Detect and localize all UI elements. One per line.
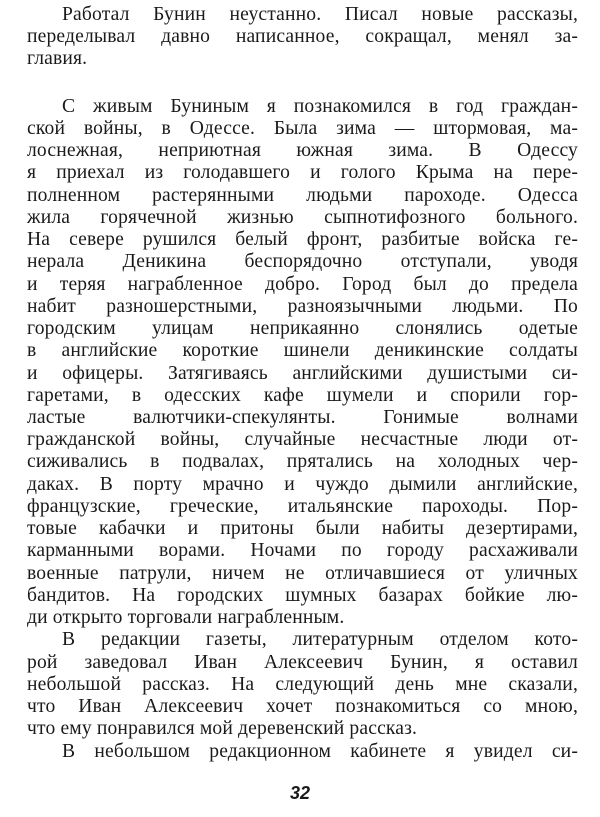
page-body	[27, 4, 578, 763]
text-line: В редакции газеты, литературным отделом кото-	[62, 629, 578, 651]
text-line: полненном растерянными людьми пароходе. Одесса	[27, 184, 578, 206]
text-line: городским улицам неприкаянно слонялись одетые	[27, 318, 578, 340]
text-line: в английские короткие шинели деникинские солдаты	[27, 340, 578, 362]
text-line: жила горячечной жизнью сыпнотифозного больного.	[27, 206, 578, 228]
text-line: рой заведовал Иван Алексеевич Бунин, я оставил	[27, 651, 578, 673]
paragraph-3	[27, 629, 578, 740]
text-line: главия.	[27, 48, 88, 70]
paragraph-4	[27, 741, 578, 763]
text-line: и теряя награбленное добро. Город был до предела	[27, 273, 578, 295]
text-line: даках. В порту мрачно и чуждо дымили английские,	[27, 473, 578, 495]
text-line: ской войны, в Одессе. Была зима — штормовая, ма-	[27, 117, 578, 139]
text-line: французские, греческие, итальянские пароходы. Пор-	[27, 495, 578, 517]
text-line: В небольшом редакционном кабинете я увидел си-	[62, 740, 578, 762]
text-line: что ему понравился мой деревенский рассказ.	[27, 718, 418, 740]
text-line: Работал Бунин неустанно. Писал новые рассказы,	[62, 4, 578, 25]
text-line: ластые валютчики-спекулянты. Гонимые волнами	[27, 406, 578, 428]
text-line: набит разношерстными, разноязычными людьми. По	[27, 295, 578, 317]
text-line: и офицеры. Затягиваясь английскими душистыми си-	[27, 362, 578, 384]
text-line: нерала Деникина беспорядочно отступали, уводя	[27, 251, 578, 273]
text-line: карманными ворами. Ночами по городу расхаживали	[27, 540, 578, 562]
page-number: 32	[289, 783, 311, 803]
paragraph-gap	[27, 71, 578, 96]
text-line: гаретами, в одесских кафе шумели и спорили гор-	[27, 384, 578, 406]
text-line: гражданской войны, случайные несчастные люди от-	[27, 429, 578, 451]
text-line: бандитов. На городских шумных базарах бойкие лю-	[27, 584, 578, 606]
text-line: сиживались в подвалах, прятались на холодных чер-	[27, 451, 578, 473]
paragraph-2	[27, 96, 578, 630]
text-line: лоснежная, неприютная южная зима. В Одессу	[27, 140, 578, 162]
text-line: военные патрули, ничем не отличавшиеся от уличных	[27, 562, 578, 584]
text-line: я приехал из голодавшего и голого Крыма на пере-	[27, 162, 578, 184]
text-line: С живым Буниным я познакомился в год граждан-	[62, 95, 578, 117]
text-line: ди открыто торговали награбленным.	[27, 607, 345, 629]
text-line: На севере рушился белый фронт, разбитые войска ге-	[27, 229, 578, 251]
text-line: небольшой рассказ. На следующий день мне сказали,	[27, 673, 578, 695]
text-line: переделывал давно написанное, сокращал, менял за-	[27, 26, 578, 48]
text-line: товые кабачки и притоны были набиты дезертирами,	[27, 518, 578, 540]
paragraph-1	[27, 4, 578, 71]
text-line: что Иван Алексеевич хочет познакомиться со мною,	[27, 696, 578, 718]
